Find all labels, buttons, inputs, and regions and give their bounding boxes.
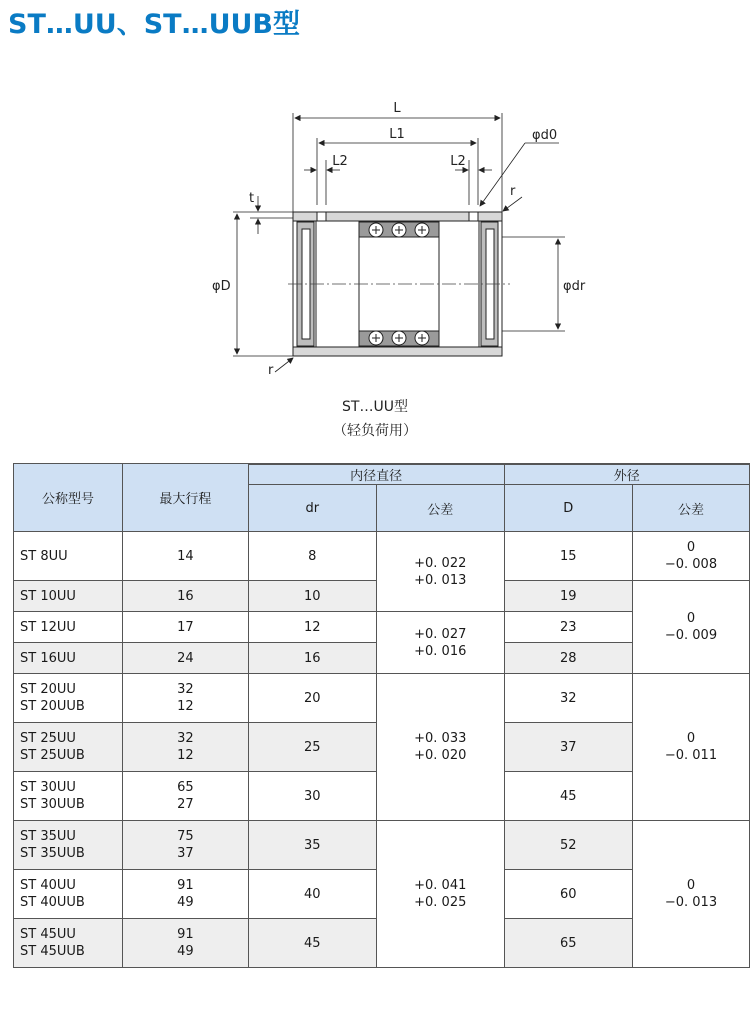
outer-diameter-cell: 19 — [504, 581, 632, 612]
model-uu: ST 35UU — [20, 829, 76, 844]
model-uub: ST 25UUB — [20, 748, 85, 763]
header-dr: dr — [248, 485, 376, 532]
stroke-uu: 91 — [177, 927, 194, 942]
table-row — [14, 821, 750, 870]
dr-cell: 45 — [248, 919, 376, 968]
label-D: φD — [212, 279, 231, 294]
tolerance-upper: +0. 041 — [414, 878, 467, 893]
label-d0: φd0 — [532, 128, 558, 143]
tolerance-lower: +0. 025 — [414, 895, 467, 910]
label-r-bottom: r — [268, 363, 274, 378]
label-dr: φdr — [563, 279, 586, 294]
stroke-cell: 17 — [123, 612, 248, 643]
dr-cell: 35 — [248, 821, 376, 870]
tolerance-lower: +0. 013 — [414, 572, 467, 588]
outer-tolerance-cell — [632, 674, 749, 821]
dr-cell: 16 — [248, 643, 376, 674]
outer-tolerance-cell — [632, 581, 749, 674]
model-cell: ST 12UU — [14, 612, 123, 643]
outer-tolerance-cell — [632, 821, 749, 968]
dr-cell: 8 — [248, 532, 376, 581]
model-uu: ST 25UU — [20, 731, 76, 746]
header-D: D — [504, 485, 632, 532]
stroke-uu: 91 — [177, 878, 194, 893]
outer-diameter-cell: 28 — [504, 643, 632, 674]
label-L2-left: L2 — [332, 154, 348, 169]
page-title: ST…UU、ST…UUB型 — [8, 9, 301, 40]
dr-cell: 12 — [248, 612, 376, 643]
stroke-uu: 65 — [177, 780, 194, 795]
bearing-cross-section-diagram — [0, 90, 750, 390]
stroke-cell — [123, 723, 248, 772]
model-uub: ST 30UUB — [20, 797, 85, 812]
label-t: t — [249, 191, 255, 206]
stroke-uub: 12 — [177, 748, 194, 763]
inner-tolerance-cell — [376, 532, 504, 612]
label-r-top: r — [510, 184, 516, 199]
model-cell — [14, 772, 123, 821]
stroke-cell: 14 — [123, 532, 248, 581]
model-cell — [14, 821, 123, 870]
header-max-stroke: 最大行程 — [123, 464, 248, 532]
model-cell — [14, 919, 123, 968]
specification-table — [13, 463, 750, 968]
model-cell: ST 16UU — [14, 643, 123, 674]
diagram-caption: ST…UU型 — [342, 399, 408, 415]
outer-diameter-cell: 45 — [504, 772, 632, 821]
outer-diameter-cell: 15 — [504, 532, 632, 581]
model-uu: ST 30UU — [20, 780, 76, 795]
stroke-uub: 49 — [177, 944, 194, 959]
label-L1: L1 — [389, 127, 405, 142]
stroke-uu: 32 — [177, 682, 194, 697]
outer-diameter-cell: 23 — [504, 612, 632, 643]
label-L2-right: L2 — [450, 154, 466, 169]
tolerance-upper: 0 — [686, 731, 696, 746]
model-uu: ST 20UU — [20, 682, 76, 697]
tolerance-upper: +0. 022 — [414, 555, 467, 571]
model-uub: ST 35UUB — [20, 846, 85, 861]
table-row — [14, 674, 750, 723]
header-tolerance-outer: 公差 — [632, 485, 749, 532]
stroke-uub: 27 — [177, 797, 194, 812]
model-uu: ST 40UU — [20, 878, 76, 893]
dr-cell: 30 — [248, 772, 376, 821]
dr-cell: 25 — [248, 723, 376, 772]
model-uub: ST 20UUB — [20, 699, 85, 714]
stroke-uu: 32 — [177, 731, 194, 746]
outer-diameter-cell: 65 — [504, 919, 632, 968]
model-uub: ST 45UUB — [20, 944, 85, 959]
stroke-cell — [123, 870, 248, 919]
dr-cell: 10 — [248, 581, 376, 612]
dr-cell: 20 — [248, 674, 376, 723]
outer-diameter-cell: 37 — [504, 723, 632, 772]
tolerance-lower: +0. 020 — [414, 748, 467, 763]
stroke-cell: 16 — [123, 581, 248, 612]
tolerance-upper: +0. 027 — [414, 626, 467, 642]
header-outer-diameter: 外径 — [504, 465, 749, 485]
model-cell: ST 8UU — [14, 532, 123, 581]
tolerance-lower: −0. 013 — [664, 895, 718, 910]
outer-tolerance-cell — [632, 532, 749, 581]
tolerance-lower: −0. 009 — [664, 628, 718, 643]
outer-diameter-cell: 52 — [504, 821, 632, 870]
model-uub: ST 40UUB — [20, 895, 85, 910]
diagram-caption-note: （轻负荷用） — [333, 423, 417, 439]
label-L: L — [393, 101, 401, 116]
model-cell — [14, 723, 123, 772]
inner-tolerance-cell — [376, 612, 504, 674]
model-cell: ST 10UU — [14, 581, 123, 612]
inner-tolerance-cell — [376, 821, 504, 968]
stroke-cell — [123, 772, 248, 821]
tolerance-upper: +0. 033 — [414, 731, 467, 746]
tolerance-lower: −0. 008 — [664, 557, 718, 572]
stroke-uub: 12 — [177, 699, 194, 714]
outer-diameter-cell: 60 — [504, 870, 632, 919]
stroke-uu: 75 — [177, 829, 194, 844]
header-model: 公称型号 — [14, 464, 123, 532]
outer-diameter-cell: 32 — [504, 674, 632, 723]
header-inner-diameter: 内径直径 — [248, 465, 504, 485]
stroke-cell: 24 — [123, 643, 248, 674]
table-row — [14, 532, 750, 581]
tolerance-upper: 0 — [686, 878, 696, 893]
model-cell — [14, 674, 123, 723]
tolerance-upper: 0 — [686, 540, 696, 555]
stroke-uub: 37 — [177, 846, 194, 861]
tolerance-lower: −0. 011 — [664, 748, 718, 763]
header-tolerance-inner: 公差 — [376, 485, 504, 532]
tolerance-upper: 0 — [686, 611, 696, 626]
stroke-cell — [123, 919, 248, 968]
model-uu: ST 45UU — [20, 927, 76, 942]
stroke-cell — [123, 821, 248, 870]
stroke-uub: 49 — [177, 895, 194, 910]
inner-tolerance-cell — [376, 674, 504, 821]
dr-cell: 40 — [248, 870, 376, 919]
stroke-cell — [123, 674, 248, 723]
model-cell — [14, 870, 123, 919]
tolerance-lower: +0. 016 — [414, 643, 467, 659]
